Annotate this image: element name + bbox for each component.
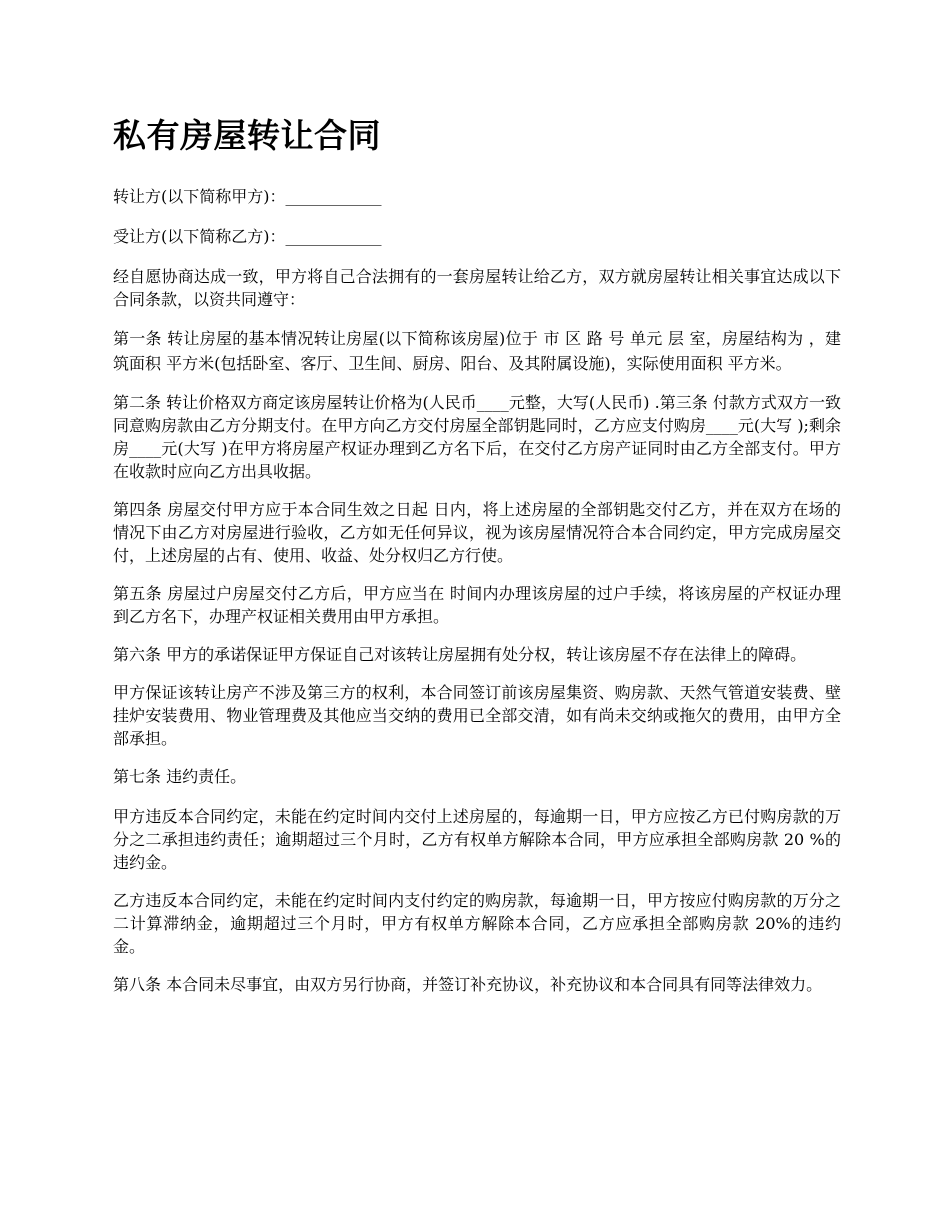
article-5-paragraph: 第五条 房屋过户房屋交付乙方后，甲方应当在 时间内办理该房屋的过户手续，将该房屋的产权证办理到乙方名下，办理产权证相关费用由甲方承担。 <box>113 584 841 626</box>
preamble-paragraph: 经自愿协商达成一致，甲方将自己合法拥有的一套房屋转让给乙方，双方就房屋转让相关事宜达成以下合同条款，以资共同遵守： <box>113 267 841 309</box>
article-6-paragraph: 第六条 甲方的承诺保证甲方保证自己对该转让房屋拥有处分权，转让该房屋不存在法律上的障碍。 <box>113 645 807 664</box>
article-7-heading: 第七条 违约责任。 <box>113 767 247 786</box>
article-2-3-paragraph: 第二条 转让价格双方商定该房屋转让价格为(人民币____元整，大写(人民币) .第三条 付款方式双方一致同意购房款由乙方分期支付。在甲方向乙方交付房屋全部钥匙同时，乙方应支付购房____元(大写 );剩余房____元(大写 )在甲方将房屋产权证办理到乙方名下后，在交付乙方房产证同时由乙方全部支付。甲方在收款时应向乙方出具收据。 <box>113 393 841 481</box>
article-8-paragraph: 第八条 本合同未尽事宜，由双方另行协商，并签订补充协议，补充协议和本合同具有同等法律效力。 <box>113 975 823 994</box>
article-4-paragraph: 第四条 房屋交付甲方应于本合同生效之日起 日内，将上述房屋的全部钥匙交付乙方，并在双方在场的情况下由乙方对房屋进行验收，乙方如无任何异议，视为该房屋情况符合本合同约定，甲方完成房屋交付，上述房屋的占有、使用、收益、处分权归乙方行使。 <box>113 500 841 565</box>
article-1-paragraph: 第一条 转让房屋的基本情况转让房屋(以下简称该房屋)位于 市 区 路 号 单元 层 室，房屋结构为 ，建筑面积 平方米(包括卧室、客厅、卫生间、厨房、阳台、及其附属设施)，实际使用面积 平方米。 <box>113 329 841 373</box>
party-b-line: 受让方(以下简称乙方)：____________ <box>113 227 382 246</box>
guarantee-paragraph: 甲方保证该转让房产不涉及第三方的权利，本合同签订前该房屋集资、购房款、天然气管道安装费、壁挂炉安装费用、物业管理费及其他应当交纳的费用已全部交清，如有尚未交纳或拖欠的费用，由甲方全部承担。 <box>113 683 841 748</box>
document-title: 私有房屋转让合同 <box>113 116 381 155</box>
party-a-breach-paragraph: 甲方违反本合同约定，未能在约定时间内交付上述房屋的，每逾期一日，甲方应按乙方已付购房款的万分之二承担违约责任；逾期超过三个月时，乙方有权单方解除本合同，甲方应承担全部购房款 20 %的违约金。 <box>113 807 841 872</box>
party-a-line: 转让方(以下简称甲方)：____________ <box>113 187 382 206</box>
party-b-breach-paragraph: 乙方违反本合同约定，未能在约定时间内支付约定的购房款，每逾期一日，甲方按应付购房款的万分之二计算滞纳金，逾期超过三个月时，甲方有权单方解除本合同，乙方应承担全部购房款 20%的违约金。 <box>113 891 841 956</box>
document-page <box>113 110 841 1011</box>
